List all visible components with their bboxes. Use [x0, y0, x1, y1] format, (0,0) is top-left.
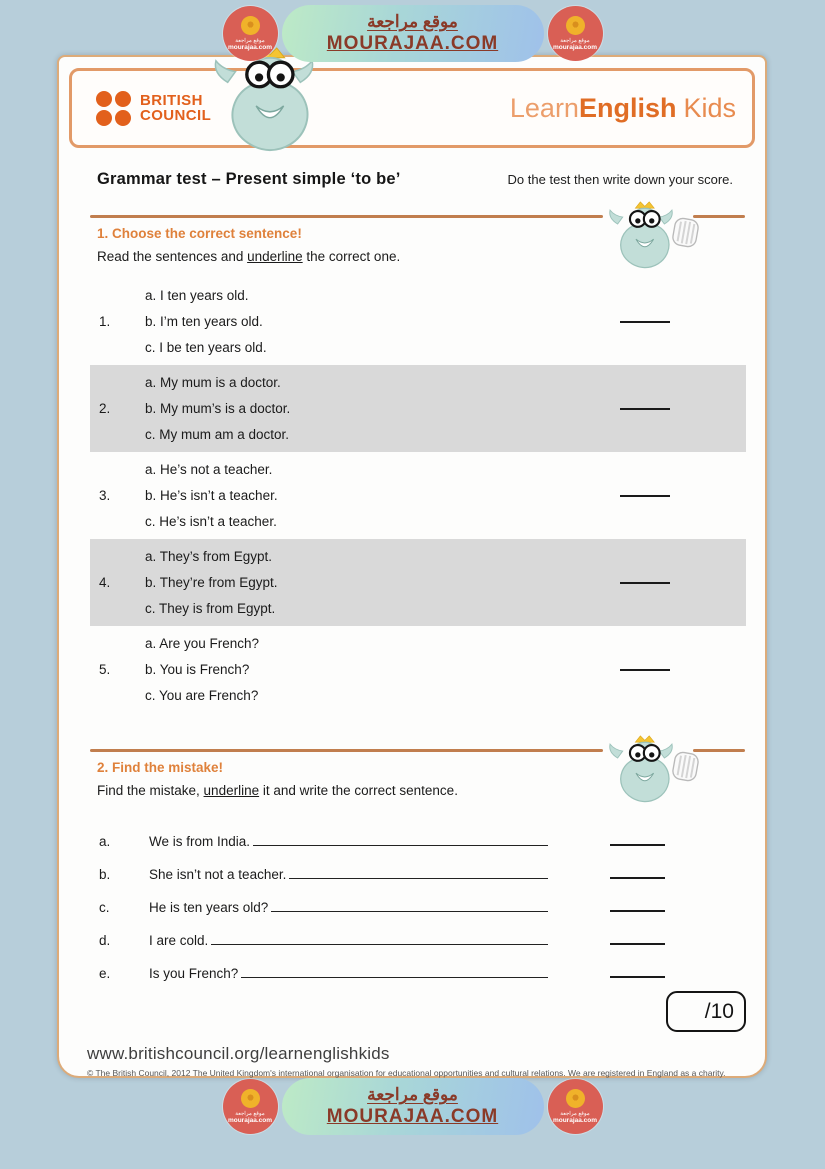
question-options	[145, 370, 620, 448]
question-number: 3.	[99, 488, 111, 503]
option-c: c. You are French?	[145, 687, 259, 703]
watermark-banner-bottom	[0, 1078, 825, 1135]
watermark-logo-icon	[566, 1089, 585, 1108]
score-box	[666, 991, 746, 1032]
option-c: c. He’s isn’t a teacher.	[145, 513, 277, 529]
answer-blank-line	[620, 495, 670, 497]
brand-kids: Kids	[683, 92, 736, 123]
correction-write-line	[253, 845, 548, 846]
worksheet-header	[69, 68, 755, 148]
watermark-site-text: MOURAJAA.COM	[326, 1106, 499, 1127]
correction-write-line	[289, 878, 548, 879]
watermark-pill	[282, 5, 544, 62]
score-label: /10	[704, 999, 734, 1023]
council-line2: COUNCIL	[140, 107, 212, 124]
watermark-arabic-text: موقع مراجعة	[367, 12, 458, 31]
watermark-badge	[223, 6, 278, 61]
badge-site-text: mourajaa.com	[552, 1116, 598, 1124]
answer-blank-line	[620, 669, 670, 671]
correction-write-line	[211, 944, 548, 945]
instruction-prefix: Find the mistake,	[97, 783, 204, 798]
question-options	[145, 283, 620, 361]
question-options	[145, 631, 620, 709]
item-letter: a.	[99, 834, 111, 849]
worksheet-footer	[87, 1044, 746, 1078]
instruction-underlined-word: underline	[247, 249, 303, 264]
answer-blank-line	[610, 976, 665, 978]
question-row-1	[90, 278, 746, 365]
worksheet-title: Grammar test – Present simple ‘to be’	[97, 170, 401, 188]
mistake-item-d	[90, 915, 746, 948]
section-2	[59, 749, 765, 1032]
answer-blank-line	[620, 408, 670, 410]
item-sentence: She isn’t not a teacher.	[149, 867, 287, 882]
monster-mascot-icon	[605, 201, 677, 271]
mistake-item-list	[90, 816, 746, 981]
brand-english: English	[578, 92, 677, 123]
mistake-item-b	[90, 849, 746, 882]
question-number: 4.	[99, 575, 111, 590]
answer-blank-line	[610, 910, 665, 912]
option-a: a. They’s from Egypt.	[145, 548, 273, 564]
question-options	[145, 457, 620, 535]
brand-learn: Learn	[509, 92, 579, 123]
option-c: c. I be ten years old.	[145, 339, 267, 355]
instruction-suffix: it and write the correct sentence.	[259, 783, 458, 798]
learnenglish-kids-logo	[510, 93, 736, 124]
option-b: b. My mum’s is a doctor.	[145, 400, 291, 416]
british-council-wordmark	[140, 93, 211, 123]
correction-write-line	[271, 911, 548, 912]
option-a: a. I ten years old.	[145, 287, 249, 303]
option-c: c. They is from Egypt.	[145, 600, 276, 616]
question-options	[145, 544, 620, 622]
answer-blank-line	[620, 321, 670, 323]
british-council-logo	[96, 91, 211, 126]
option-b: b. You is French?	[145, 661, 250, 677]
section-1-heading: 1. Choose the correct sentence!	[97, 226, 302, 241]
answer-blank-line	[610, 877, 665, 879]
badge-site-text: mourajaa.com	[227, 1116, 273, 1124]
item-letter: d.	[99, 933, 111, 948]
brush-icon	[670, 215, 702, 250]
mistake-item-a	[90, 816, 746, 849]
watermark-site-text: MOURAJAA.COM	[326, 33, 499, 54]
correction-write-line	[241, 977, 548, 978]
monster-mascot-icon	[208, 47, 320, 155]
option-a: a. My mum is a doctor.	[145, 374, 281, 390]
mistake-item-c	[90, 882, 746, 915]
watermark-banner-top	[0, 5, 825, 62]
badge-arabic-text: موقع مراجعة	[560, 37, 590, 44]
item-sentence: He is ten years old?	[149, 900, 269, 915]
watermark-pill	[282, 1078, 544, 1135]
watermark-badge	[548, 6, 603, 61]
section-1-monster	[605, 201, 705, 281]
question-list	[90, 278, 746, 713]
brush-icon	[670, 749, 702, 784]
item-letter: e.	[99, 966, 111, 981]
mistake-item-e	[90, 948, 746, 981]
score-instruction: Do the test then write down your score.	[507, 172, 733, 187]
item-letter: b.	[99, 867, 111, 882]
badge-site-text: mourajaa.com	[227, 43, 273, 51]
question-row-3	[90, 452, 746, 539]
option-c: c. My mum am a doctor.	[145, 426, 290, 442]
footer-url: www.britishcouncil.org/learnenglishkids	[87, 1044, 390, 1063]
badge-arabic-text: موقع مراجعة	[560, 1110, 590, 1117]
question-row-4	[90, 539, 746, 626]
option-b: b. He’s isn’t a teacher.	[145, 487, 278, 503]
answer-blank-line	[610, 943, 665, 945]
section-2-monster	[605, 735, 705, 815]
british-council-dots-icon	[96, 91, 131, 126]
item-sentence: Is you French?	[149, 966, 239, 981]
question-number: 1.	[99, 314, 111, 329]
option-a: a. He’s not a teacher.	[145, 461, 273, 477]
watermark-badge	[223, 1079, 278, 1134]
question-row-2	[90, 365, 746, 452]
item-sentence: I are cold.	[149, 933, 209, 948]
section-2-heading: 2. Find the mistake!	[97, 760, 224, 775]
option-b: b. They’re from Egypt.	[145, 574, 278, 590]
footer-copyright: © The British Council, 2012 The United Kingdom's international organisation for educational opportunities and cultural relations. We are registered in England as a charity.	[87, 1068, 726, 1078]
question-number: 5.	[99, 662, 111, 677]
item-sentence: We is from India.	[149, 834, 251, 849]
watermark-logo-icon	[566, 16, 585, 35]
watermark-badge	[548, 1079, 603, 1134]
watermark-logo-icon	[241, 1089, 260, 1108]
question-row-5	[90, 626, 746, 713]
rule-segment	[90, 215, 603, 218]
instruction-prefix: Read the sentences and	[97, 249, 248, 264]
watermark-arabic-text: موقع مراجعة	[367, 1085, 458, 1104]
answer-blank-line	[620, 582, 670, 584]
title-row	[97, 170, 745, 189]
section-1	[59, 215, 765, 713]
badge-arabic-text: موقع مراجعة	[235, 1110, 265, 1117]
worksheet-page	[57, 55, 767, 1078]
option-a: a. Are you French?	[145, 635, 260, 651]
answer-blank-line	[610, 844, 665, 846]
monster-mascot-icon	[605, 735, 677, 805]
question-number: 2.	[99, 401, 111, 416]
council-line1: BRITISH	[140, 92, 203, 109]
rule-segment	[90, 749, 603, 752]
badge-arabic-text: موقع مراجعة	[235, 37, 265, 44]
watermark-logo-icon	[241, 16, 260, 35]
item-letter: c.	[99, 900, 110, 915]
instruction-underlined-word: underline	[203, 783, 260, 798]
badge-site-text: mourajaa.com	[552, 43, 598, 51]
instruction-suffix: the correct one.	[302, 249, 401, 264]
option-b: b. I’m ten years old.	[145, 313, 263, 329]
